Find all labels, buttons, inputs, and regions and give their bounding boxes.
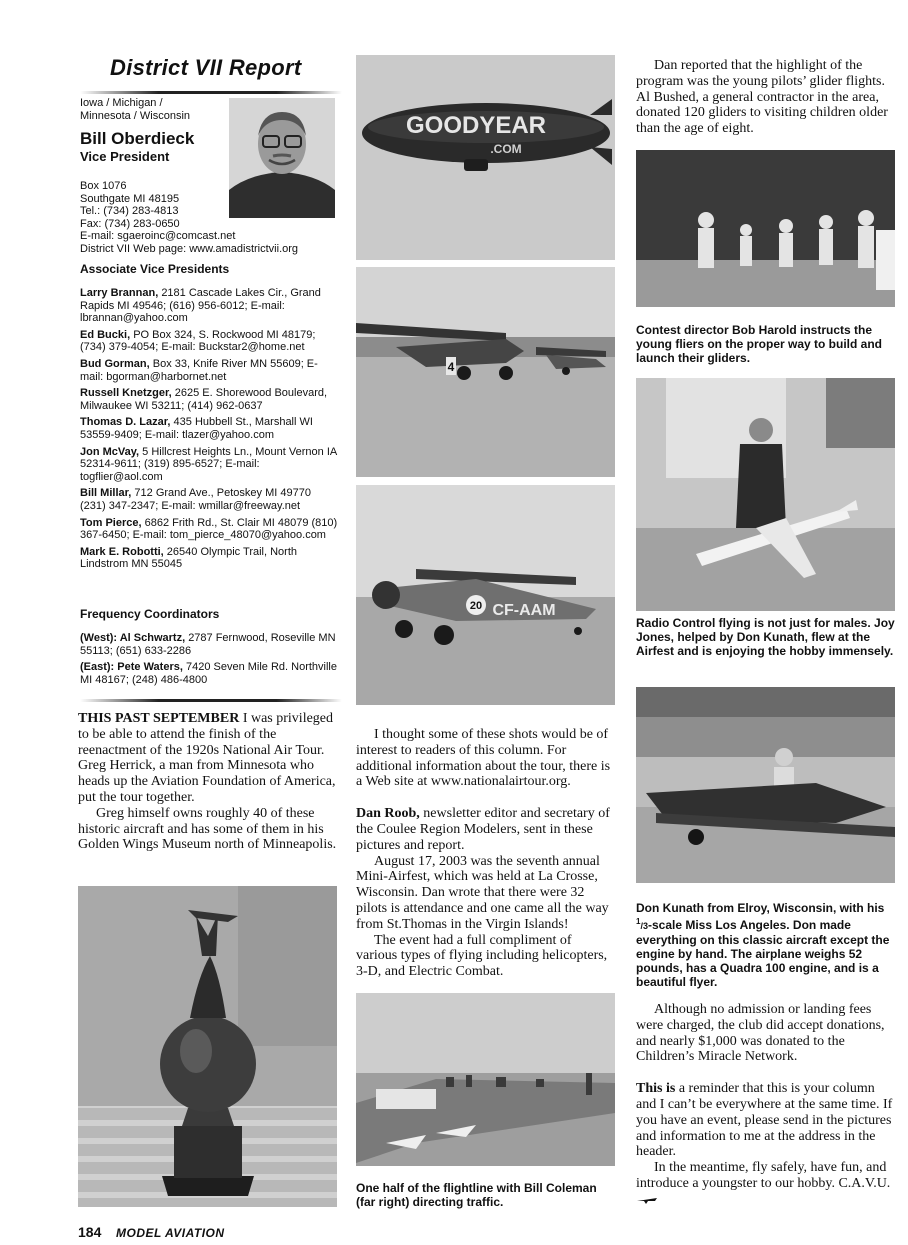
associate-name: Jon McVay,	[80, 445, 140, 458]
ama-logo-icon	[636, 1195, 658, 1205]
flightline-photo	[356, 993, 615, 1166]
column-3-bottom-text	[636, 1002, 898, 1208]
region-line-2: Minnesota / Wisconsin	[80, 110, 191, 122]
coordinator-name: (West): Al Schwartz,	[80, 632, 186, 644]
kunath-caption: Don Kunath from Elroy, Wisconsin, with his $^1$/3-scale Miss Los Angeles. Don made everything on this classic aircraft except the engine by hand. The airplane weighs 52 pounds, has a Quadra 100 engine, and is a beautiful flyer.	[636, 901, 890, 989]
radio-control-caption: Radio Control flying is not just for males. Joy Jones, helped by Don Kunath, flew at the Airfest and is enjoying the hobby immensely.	[636, 616, 895, 658]
address-line: Southgate MI 48195	[80, 192, 180, 205]
trophy-photo	[78, 886, 337, 1207]
section-rule	[80, 699, 342, 702]
fax-line: Fax: (734) 283-0650	[80, 217, 180, 230]
paragraph: THIS PAST SEPTEMBER I was privileged to be able to attend the finish of the reenactment of the 1920s National Air Tour. Greg Herrick, a man from Minnesota who heads up the Aviation Foundation of America, put the tour together.	[78, 711, 336, 805]
associates-list	[80, 287, 338, 575]
coordinator-name: (East): Pete Waters,	[80, 661, 183, 674]
associate-name: Bud Gorman,	[80, 357, 150, 370]
associate-details: 435 Hubbell St., Marshall WI 53559-9409; E-mail: tlazer@yahoo.com	[80, 416, 313, 441]
paragraph: Dan Roob, newsletter editor and secretary of the Coulee Region Modelers, sent in these pictures and report.	[356, 806, 610, 853]
vp-title: Vice President	[80, 149, 170, 164]
frequency-list	[80, 632, 338, 690]
miss-los-angeles-photo	[636, 687, 895, 883]
trimotor-photo	[356, 485, 615, 705]
paragraph: The event had a full compliment of various types of flying including helicopters, 3-D, and Electric Combat.	[356, 932, 608, 980]
column-2-text	[356, 727, 616, 980]
associate-entry	[80, 487, 338, 512]
paragraph: Greg himself owns roughly 40 of these historic aircraft and has some of them in his Golden Wings Museum north of Minneapolis.	[78, 805, 337, 853]
paragraph: Although no admission or landing fees were charged, the club did accept donations, and nearly $1,000 was donated to the Children’s Miracle Network.	[636, 1002, 885, 1065]
associate-entry	[80, 546, 338, 571]
associate-entry	[80, 517, 338, 542]
vp-name: Bill Oberdieck	[80, 129, 195, 148]
associate-details: 26540 Olympic Trail, North Lindstrom MN 55045	[80, 545, 298, 571]
associate-details: 6862 Frith Rd., St. Clair MI 48079 (810) 367-6450; E-mail: tom_pierce_48070@yahoo.com	[80, 516, 338, 542]
associate-details: 2625 E. Shorewood Boulevard, Milwaukee WI 53211; (414) 962-0637	[80, 387, 328, 412]
associate-details: Box 33, Knife River MN 55609; E-mail: bgorman@harbornet.net	[80, 357, 318, 383]
frequency-entry	[80, 632, 338, 657]
paragraph: This is a reminder that this is your column and I can’t be everywhere at the same time. If you have an event, please send in the pictures and information to me at the address in the header.	[636, 1081, 893, 1160]
column-1-text	[78, 711, 342, 853]
flightline-caption: One half of the flightline with Bill Coleman (far right) directing traffic.	[356, 1181, 597, 1209]
magazine-name: MODEL AVIATION	[116, 1226, 225, 1240]
phone-line: Tel.: (734) 283-4813	[80, 205, 179, 217]
frequency-entry	[80, 661, 338, 686]
associate-name: Bill Millar,	[80, 487, 132, 500]
column-3-top-text	[636, 58, 898, 137]
contest-caption: Contest director Bob Harold instructs the young fliers on the proper way to build and launch their gliders.	[636, 323, 883, 365]
associate-entry	[80, 446, 338, 484]
web-line: District VII Web page: www.amadistrictvii.org	[80, 242, 299, 255]
associate-details: 712 Grand Ave., Petoskey MI 49770 (231) 347-2347; E-mail: wmillar@freeway.net	[80, 487, 311, 512]
email-line: E-mail: sgaeroinc@comcast.net	[80, 230, 236, 242]
blimp-logo-text: GOODYEAR	[405, 112, 547, 139]
page-number: 184	[78, 1224, 102, 1240]
associate-name: Mark E. Robotti,	[80, 545, 164, 558]
associates-heading: Associate Vice Presidents	[80, 262, 230, 276]
associate-name: Russell Knetzger,	[80, 387, 172, 400]
radio-control-photo	[636, 378, 895, 611]
paragraph: August 17, 2003 was the seventh annual Mini-Airfest, which was held at La Crosse, Wisconsin. Dan wrote that there were 32 pilots is attendance and one came all the way from St.Thomas in the Virgin Islands!	[356, 853, 609, 932]
associate-entry	[80, 358, 338, 383]
lead-in: This is	[636, 1081, 676, 1097]
associate-name: Tom Pierce,	[80, 516, 142, 529]
monoplane-photo	[356, 267, 615, 477]
fraction-numerator: 1	[636, 917, 641, 926]
region-line-1: Iowa / Michigan /	[80, 97, 163, 109]
associate-name: Ed Bucki,	[80, 328, 131, 341]
frequency-heading: Frequency Coordinators	[80, 607, 220, 621]
associate-entry	[80, 287, 338, 325]
glider-group-photo	[636, 150, 895, 307]
title-rule	[80, 91, 342, 94]
plane-registration: CF-AAM	[492, 602, 556, 619]
paragraph: In the meantime, fly safely, have fun, and introduce a youngster to our hobby. C.A.V.U.	[636, 1160, 898, 1207]
associate-name: Larry Brannan,	[80, 287, 159, 299]
plane-number: 20	[469, 600, 483, 612]
paragraph: Dan reported that the highlight of the program was the young pilots’ glider flights. Al Bushed, a general contractor in the area, donated 120 gliders to visiting children older than the age of eight.	[636, 58, 888, 137]
blimp-sub-text: .COM	[490, 142, 522, 156]
page-title: District VII Report	[110, 55, 302, 80]
goodyear-blimp-photo	[356, 55, 615, 260]
associate-entry	[80, 329, 338, 354]
associate-entry	[80, 416, 338, 441]
fraction-denominator: /3	[640, 921, 648, 931]
associate-entry	[80, 387, 338, 412]
associate-details: 5 Hillcrest Heights Ln., Mount Vernon IA 52314-9611; (319) 895-6527; E-mail: togflier@aol.com	[80, 445, 337, 483]
contact-block	[80, 180, 340, 255]
lead-in: THIS PAST SEPTEMBER	[78, 711, 240, 726]
address-line: Box 1076	[80, 180, 127, 192]
coordinator-details: 2787 Fernwood, Roseville MN 55113; (651) 633-2286	[80, 632, 336, 657]
biplane-number: 4	[447, 360, 455, 374]
associate-name: Thomas D. Lazar,	[80, 416, 171, 429]
paragraph: I thought some of these shots would be of interest to readers of this column. For additional information about the tour, there is a Web site at www.nationalairtour.org.	[356, 727, 611, 790]
associate-details: PO Box 324, S. Rockwood MI 48179; (734) 379-4054; E-mail: Buckstar2@home.net	[80, 328, 316, 354]
coordinator-details: 7420 Seven Mile Rd. Northville MI 48167; (248) 486-4800	[80, 661, 337, 686]
lead-in: Dan Roob,	[356, 806, 420, 822]
associate-details: 2181 Cascade Lakes Cir., Grand Rapids MI 49546; (616) 956-6012; E-mail: lbrannan@yahoo.com	[80, 287, 321, 325]
